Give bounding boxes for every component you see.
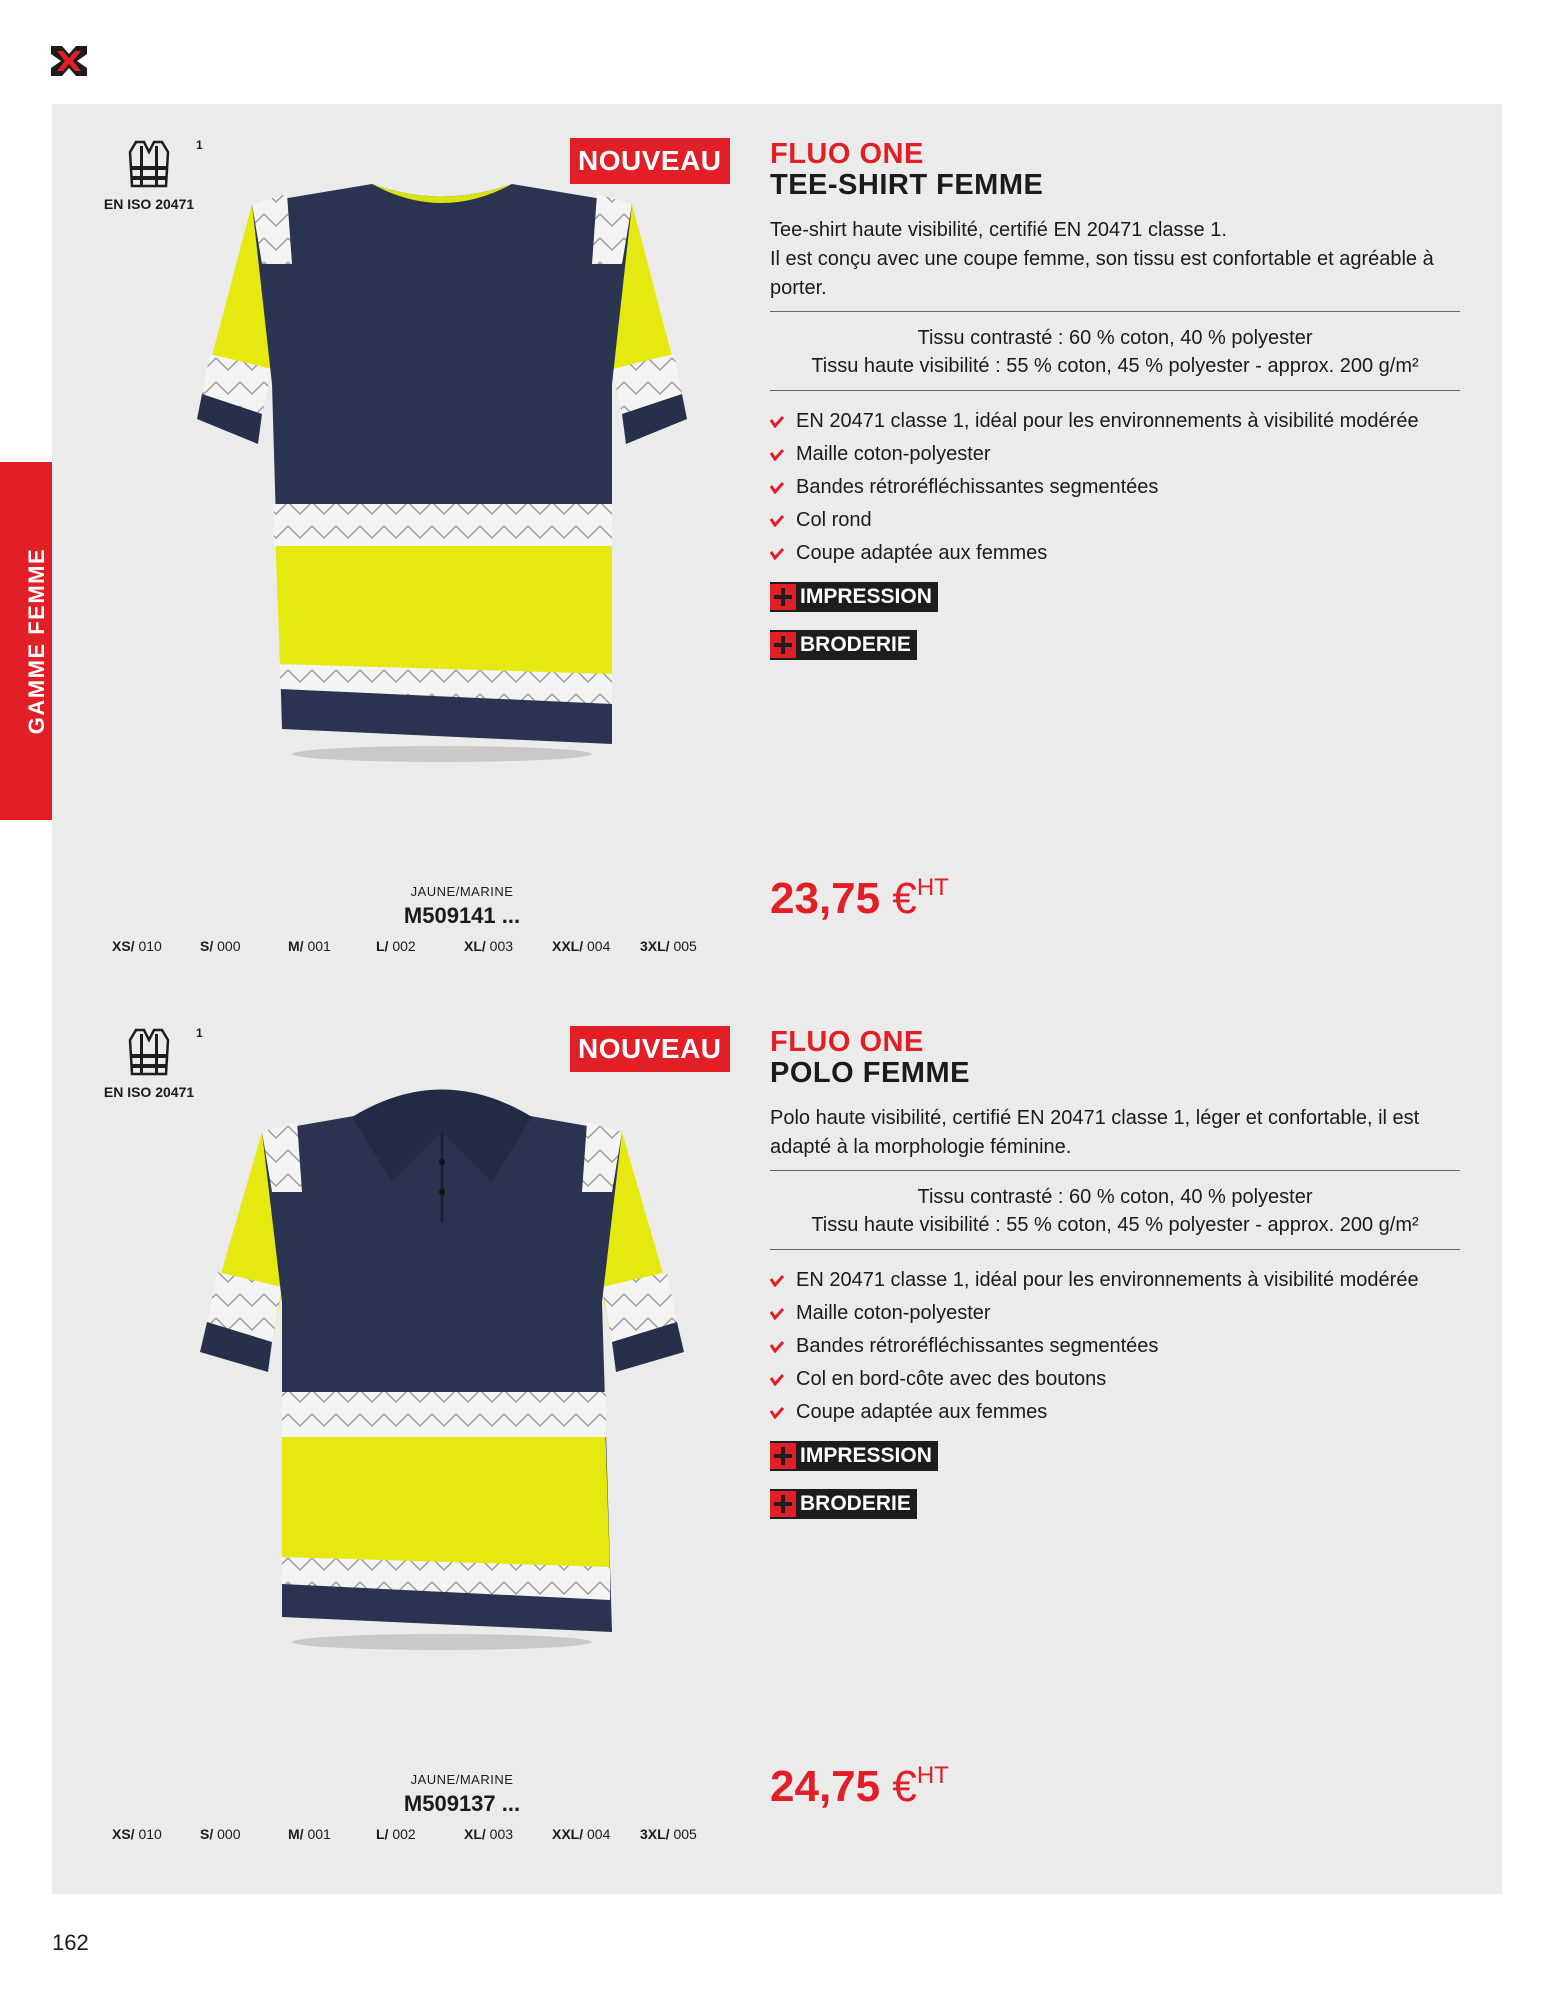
- plus-icon: [770, 1443, 796, 1469]
- new-badge: NOUVEAU: [570, 1026, 730, 1072]
- size-item: S/ 000: [200, 1826, 241, 1842]
- size-item: L/ 002: [376, 1826, 416, 1842]
- product-card: [52, 992, 1502, 1872]
- size-list: [112, 1826, 728, 1842]
- price: [770, 874, 949, 924]
- option-broderie: BRODERIE: [770, 630, 917, 660]
- variant-info: [332, 884, 592, 929]
- product-reference: M509137 ...: [403, 1791, 521, 1816]
- cert-class: 1: [196, 138, 203, 152]
- check-icon: [770, 1308, 784, 1320]
- check-icon: [770, 1341, 784, 1353]
- option-broderie: BRODERIE: [770, 1489, 917, 1519]
- size-item: 3XL/ 005: [640, 938, 697, 954]
- product-title: POLO FEMME: [770, 1057, 970, 1089]
- cert-class: 1: [196, 1026, 203, 1040]
- product-description: Polo haute visibilité, certifié EN 20471 classe 1, léger et confortable, il est adapté à la morphologie féminine.: [770, 1107, 1420, 1158]
- page-number: 162: [52, 1930, 89, 1955]
- hi-vis-vest-icon: [128, 138, 170, 190]
- product-reference: M509141 ...: [403, 903, 521, 928]
- price-tax: HT: [916, 1762, 949, 1789]
- size-item: XS/ 010: [112, 938, 162, 954]
- product-title: TEE-SHIRT FEMME: [770, 169, 1044, 201]
- feature-item: Maille coton-polyester: [770, 1297, 1460, 1330]
- product-info: [770, 1026, 1460, 1519]
- price-value: 23,75: [770, 874, 881, 923]
- option-impression: IMPRESSION: [770, 1441, 938, 1471]
- size-item: XL/ 003: [464, 938, 514, 954]
- price: [770, 1762, 949, 1812]
- hi-vis-vest-icon: [128, 1026, 170, 1078]
- size-item: M/ 001: [288, 1826, 331, 1842]
- new-badge: NOUVEAU: [570, 138, 730, 184]
- color-name: JAUNE/MARINE: [410, 1772, 514, 1787]
- customization-options: [770, 576, 1460, 660]
- price-tax: HT: [916, 874, 949, 901]
- polo-shirt-image: [192, 1072, 692, 1662]
- feature-item: EN 20471 classe 1, idéal pour les environnements à visibilité modérée: [770, 405, 1460, 438]
- feature-item: Coupe adaptée aux femmes: [770, 1396, 1460, 1429]
- fabric-composition: Tissu contrasté : 60 % coton, 40 % polyester Tissu haute visibilité : 55 % coton, 45 % polyester - approx. 200 g/m²: [770, 1170, 1460, 1250]
- check-icon: [770, 449, 784, 461]
- product-brand: FLUO ONE: [770, 1026, 924, 1058]
- check-icon: [770, 1407, 784, 1419]
- feature-item: EN 20471 classe 1, idéal pour les environnements à visibilité modérée: [770, 1264, 1460, 1297]
- fabric-composition: Tissu contrasté : 60 % coton, 40 % polyester Tissu haute visibilité : 55 % coton, 45 % polyester - approx. 200 g/m²: [770, 311, 1460, 391]
- price-currency: €: [892, 1762, 917, 1811]
- check-icon: [770, 515, 784, 527]
- size-item: XXL/ 004: [552, 938, 611, 954]
- feature-item: Col en bord-côte avec des boutons: [770, 1363, 1460, 1396]
- product-brand: FLUO ONE: [770, 138, 924, 170]
- size-item: S/ 000: [200, 938, 241, 954]
- brand-logo-icon: [48, 40, 90, 82]
- product-card: [52, 104, 1502, 984]
- plus-icon: [770, 584, 796, 610]
- feature-item: Coupe adaptée aux femmes: [770, 537, 1460, 570]
- product-info: [770, 138, 1460, 660]
- feature-item: Bandes rétroréfléchissantes segmentées: [770, 1330, 1460, 1363]
- feature-item: Maille coton-polyester: [770, 438, 1460, 471]
- customization-options: [770, 1435, 1460, 1519]
- section-label: GAMME FEMME: [24, 547, 49, 735]
- product-description: Tee-shirt haute visibilité, certifié EN 20471 classe 1. Il est conçu avec une coupe femme, son tissu est confortable et agréable à porter.: [770, 219, 1434, 299]
- check-icon: [770, 1374, 784, 1386]
- price-currency: €: [892, 874, 917, 923]
- check-icon: [770, 482, 784, 494]
- price-value: 24,75: [770, 1762, 881, 1811]
- size-item: L/ 002: [376, 938, 416, 954]
- check-icon: [770, 416, 784, 428]
- feature-list: [770, 405, 1460, 570]
- cert-standard: EN ISO 20471: [103, 1084, 195, 1100]
- plus-icon: [770, 632, 796, 658]
- size-item: 3XL/ 005: [640, 1826, 697, 1842]
- cert-standard: EN ISO 20471: [103, 196, 195, 212]
- size-item: XL/ 003: [464, 1826, 514, 1842]
- color-name: JAUNE/MARINE: [410, 884, 514, 899]
- catalog-panel: [52, 104, 1502, 1894]
- feature-list: [770, 1264, 1460, 1429]
- check-icon: [770, 1275, 784, 1287]
- variant-info: [332, 1772, 592, 1817]
- feature-item: Col rond: [770, 504, 1460, 537]
- plus-icon: [770, 1491, 796, 1517]
- size-item: XS/ 010: [112, 1826, 162, 1842]
- size-item: XXL/ 004: [552, 1826, 611, 1842]
- size-list: [112, 938, 728, 954]
- tee-shirt-image: [192, 184, 692, 774]
- option-impression: IMPRESSION: [770, 582, 938, 612]
- feature-item: Bandes rétroréfléchissantes segmentées: [770, 471, 1460, 504]
- size-item: M/ 001: [288, 938, 331, 954]
- check-icon: [770, 548, 784, 560]
